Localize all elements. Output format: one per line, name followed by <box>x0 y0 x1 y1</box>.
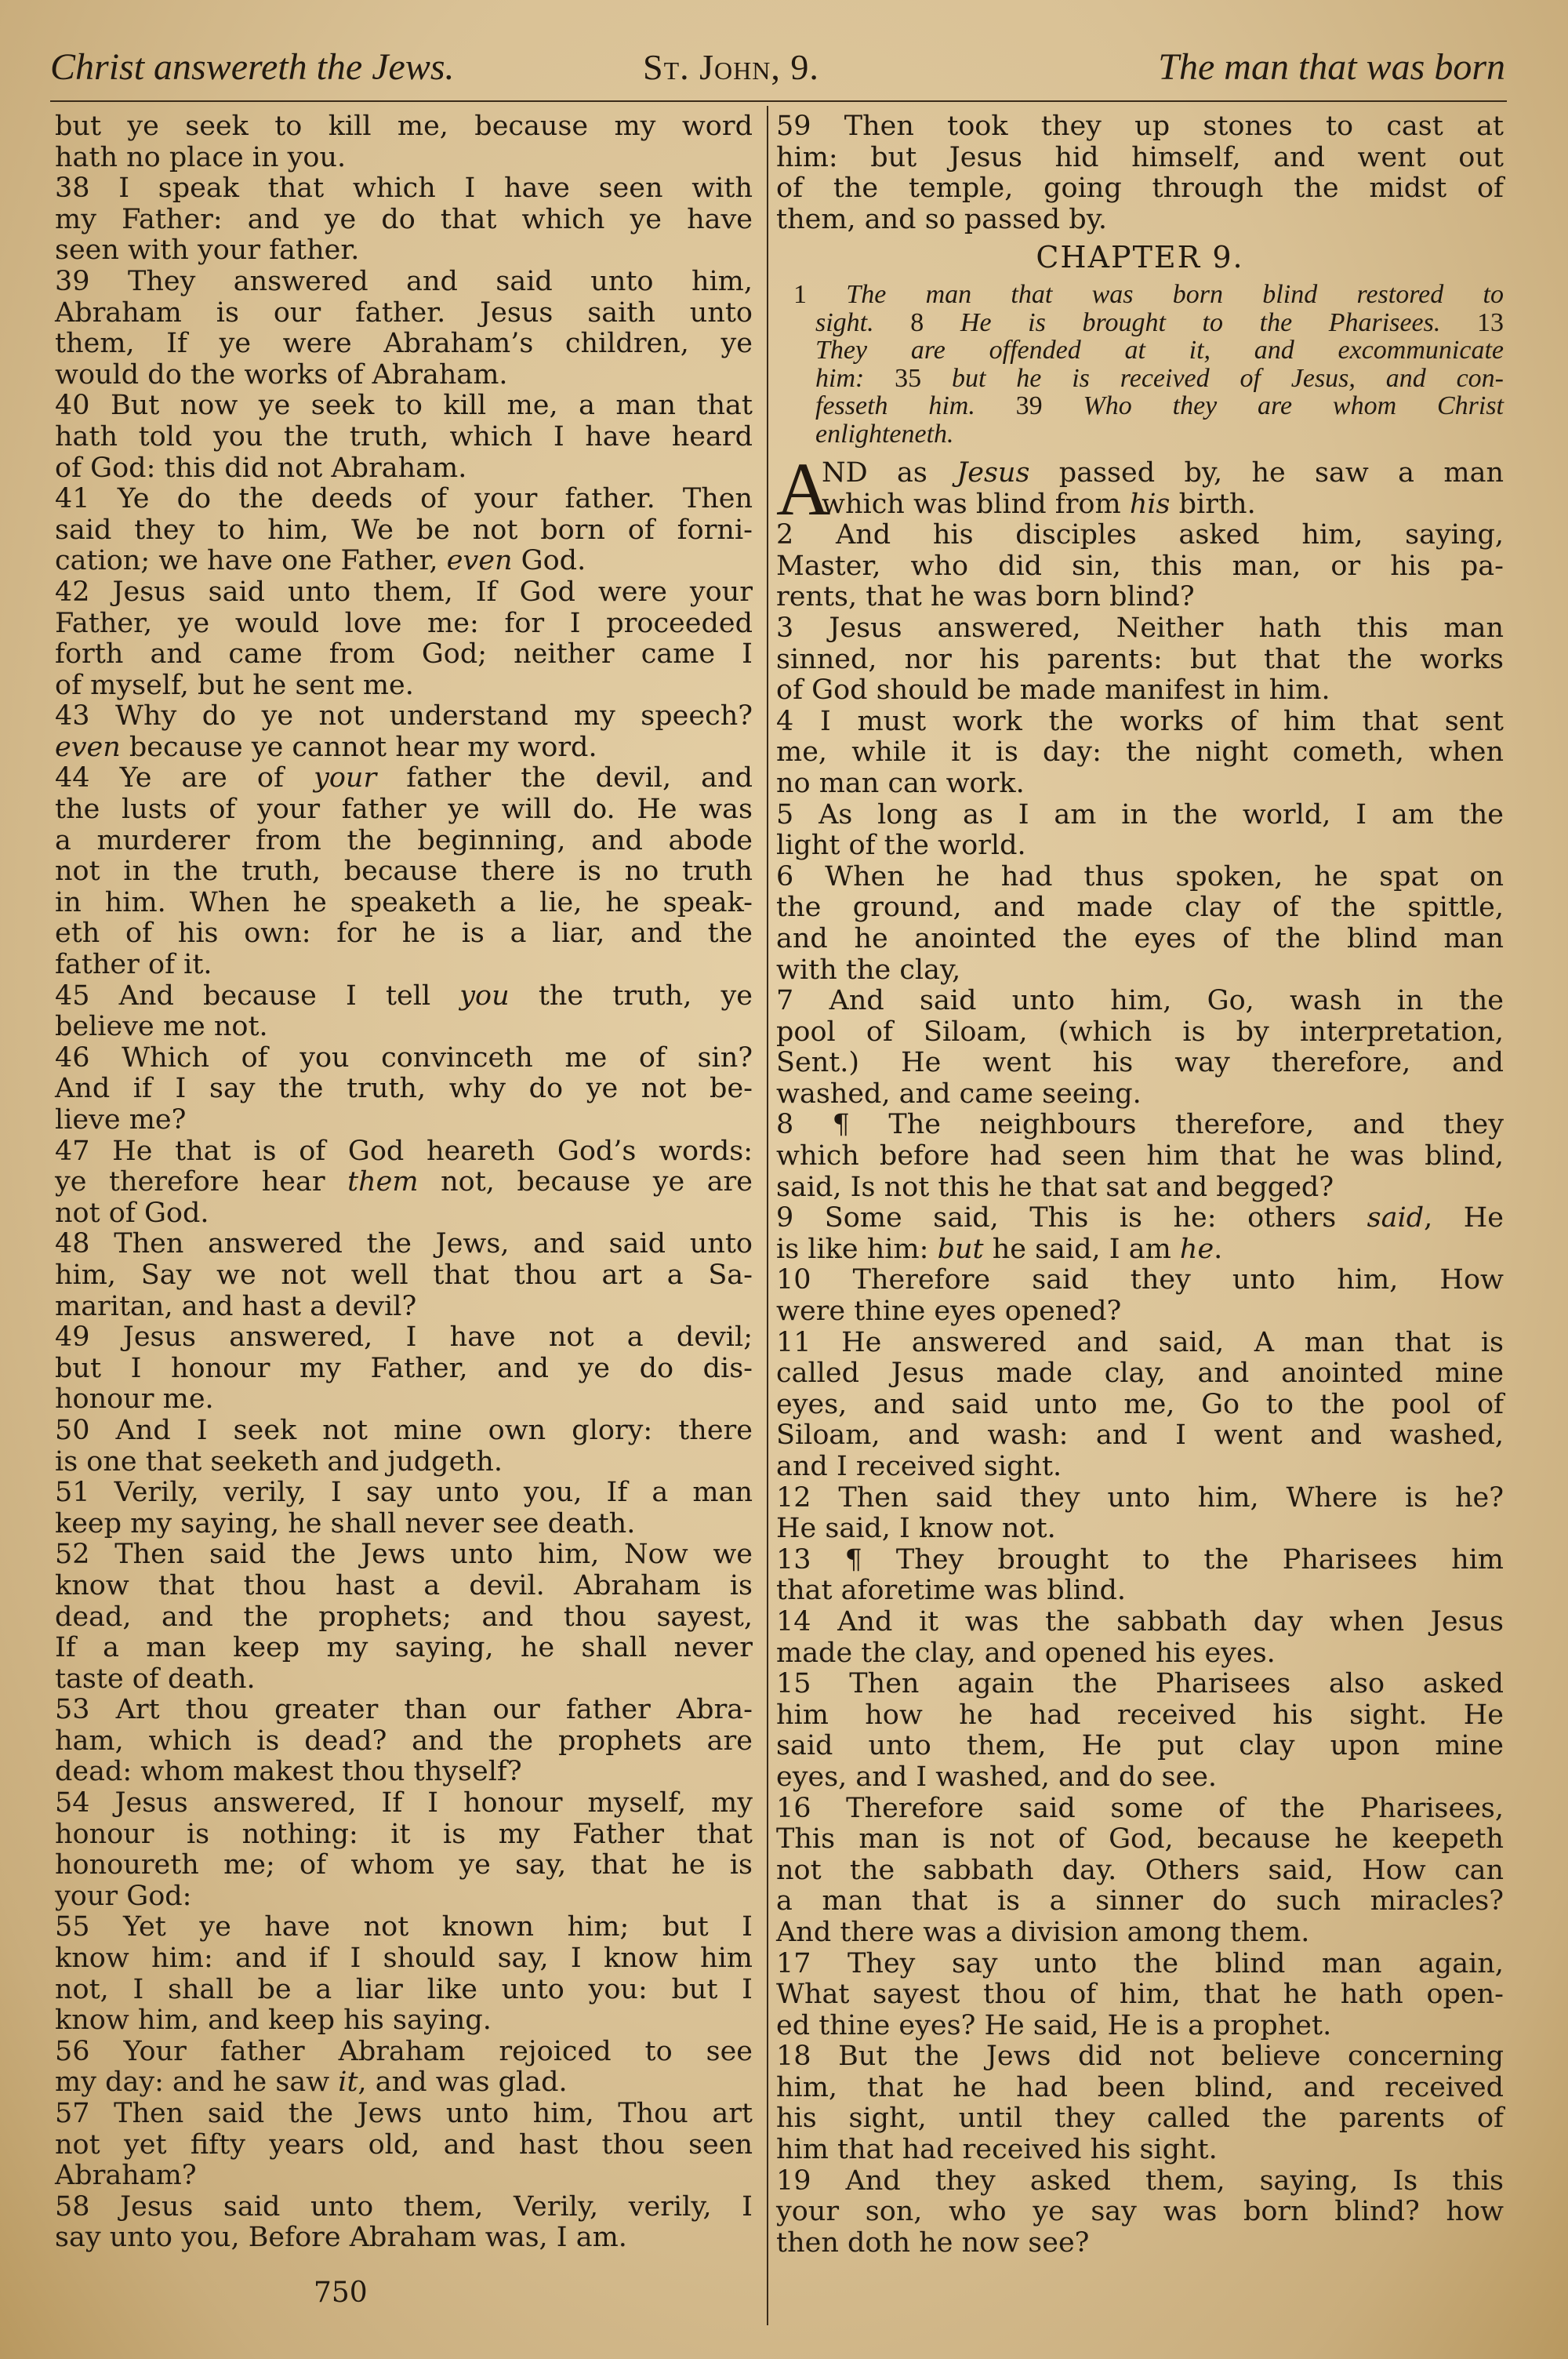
italic-word: you <box>459 980 510 1012</box>
right-column-top <box>776 111 1504 235</box>
text-line: 19 And they asked them, saying, Is this <box>776 2165 1504 2197</box>
text-line: him: but Jesus hid himself, and went out <box>776 141 1504 173</box>
italic-word: but <box>937 1233 984 1265</box>
text-line <box>55 546 753 577</box>
text-line: but ye seek to kill me, because my word <box>55 111 753 142</box>
text-line: This man is not of God, because he keepeth <box>776 1823 1504 1856</box>
text-line: not of God. <box>55 1197 209 1229</box>
text-line: the ground, and made clay of the spittle, <box>776 892 1504 924</box>
italic-word: your <box>314 762 377 794</box>
verse-number: 13 <box>1477 307 1504 337</box>
text-line: 18 But the Jews did not believe concerning <box>776 2041 1504 2073</box>
text-line: 51 Verily, verily, I say unto you, If a man <box>55 1477 753 1509</box>
text-line: dead: whom makest thou thyself? <box>55 1756 522 1788</box>
text-run: He is brought to the Pharisees. <box>960 307 1478 337</box>
verse-number: 39 <box>1015 391 1083 420</box>
italic-word: even <box>446 545 513 577</box>
text-line: of the temple, going through the midst of <box>776 173 1504 205</box>
column-divider <box>767 106 768 2325</box>
text-line: 46 Which of you convinceth me of sin? <box>55 1041 753 1074</box>
text-line: called Jesus made clay, and anointed mine <box>776 1358 1504 1390</box>
text-line: rents, that he was born blind? <box>776 581 1195 613</box>
running-head-right: The man that was born <box>1158 46 1505 88</box>
text-line: And if I say the truth, why do ye not be- <box>55 1073 753 1105</box>
text-line: 47 He that is of God heareth God’s words: <box>55 1135 753 1167</box>
text-line: of God should be made manifest in him. <box>776 674 1330 707</box>
text-line <box>793 281 1504 309</box>
text-line: 14 And it was the sabbath day when Jesus <box>776 1605 1504 1637</box>
text-line: 53 Art thou greater than our father Abra- <box>55 1694 753 1726</box>
right-column-main <box>776 447 1504 2259</box>
text-line: of myself, but he sent me. <box>55 669 414 701</box>
text-line: said they to him, We be not born of forni- <box>55 514 753 546</box>
text-line: lieve me? <box>55 1104 187 1136</box>
text-line: 12 Then said they unto him, Where is he? <box>776 1481 1504 1514</box>
text-line: Siloam, and wash: and I went and washed, <box>776 1419 1504 1452</box>
text-line: a murderer from the beginning, and abode <box>55 824 753 856</box>
text-line: then doth he now see? <box>776 2226 1090 2259</box>
text-line: and he anointed the eyes of the blind man <box>776 922 1504 954</box>
text-run: not, because ye are <box>418 1166 753 1198</box>
text-line: not, I shall be a liar like unto you: but I <box>55 1973 753 2005</box>
text-run: which was blind from <box>822 488 1130 520</box>
left-column <box>55 111 753 2254</box>
text-line: 56 Your father Abraham rejoiced to see <box>55 2035 753 2067</box>
text-line: pool of Siloam, (which is by interpretation, <box>776 1016 1504 1048</box>
text-line: say unto you, Before Abraham was, I am. <box>55 2222 627 2254</box>
text-run: . <box>1214 1233 1223 1265</box>
text-line: Abraham is our father. Jesus saith unto <box>55 296 753 329</box>
text-line: If a man keep my saying, he shall never <box>55 1632 753 1664</box>
italic-word: said <box>1367 1202 1425 1234</box>
page-number: 750 <box>314 2277 368 2309</box>
text-line: him how he had received his sight. He <box>776 1699 1504 1731</box>
text-run: ND as <box>822 457 957 489</box>
text-line: that aforetime was blind. <box>776 1575 1127 1607</box>
text-run: , and was glad. <box>358 2066 568 2099</box>
text-line: would do the works of Abraham. <box>55 358 508 391</box>
text-line: 7 And said unto him, Go, wash in the <box>776 985 1504 1017</box>
text-line: eth of his own: for he is a liar, and the <box>55 918 753 950</box>
text-line: which before had seen him that he was blind, <box>776 1140 1504 1172</box>
text-line: my Father: and ye do that which ye have <box>55 203 753 235</box>
text-line: ham, which is dead? and the prophets are <box>55 1725 753 1757</box>
drop-cap: A <box>776 447 831 531</box>
text-line: enlighteneth. <box>815 419 954 449</box>
text-line: and I received sight. <box>776 1451 1062 1482</box>
text-line: dead, and the prophets; and thou sayest, <box>55 1601 753 1633</box>
text-line: seen with your father. <box>55 234 360 267</box>
text-line <box>55 1167 753 1198</box>
text-line: his sight, until they called the parents of <box>776 2103 1504 2135</box>
text-line: 11 He answered and said, A man that is <box>776 1326 1504 1358</box>
text-line: eyes, and I washed, and do see. <box>776 1761 1218 1793</box>
text-line <box>776 1234 1504 1266</box>
text-line <box>793 309 1504 337</box>
chapter-summary <box>793 281 1504 448</box>
text-line: believe me not. <box>55 1011 268 1043</box>
text-line: hath told you the truth, which I have heard <box>55 420 753 453</box>
text-line: your son, who ye say was born blind? how <box>776 2196 1504 2228</box>
text-line: Father, ye would love me: for I proceeded <box>55 607 753 639</box>
text-run: my day: and he saw <box>55 2066 339 2099</box>
text-line: 42 Jesus said unto them, If God were your <box>55 576 753 608</box>
italic-word: even <box>55 731 121 763</box>
text-line: the lusts of your father ye will do. He was <box>55 794 753 826</box>
text-line <box>822 458 1504 489</box>
text-line: with the clay, <box>776 954 961 986</box>
text-run: 9 Some said, This is he: others <box>776 1202 1367 1234</box>
text-line: And there was a division among them. <box>776 1916 1310 1948</box>
text-line: He said, I know not. <box>776 1513 1056 1545</box>
text-line: were thine eyes opened? <box>776 1296 1122 1328</box>
text-line: him, that he had been blind, and received <box>776 2071 1504 2103</box>
text-line: 16 Therefore said some of the Pharisees, <box>776 1792 1504 1824</box>
text-run: cation; we have one Father, <box>55 545 447 577</box>
chapter-heading: CHAPTER 9. <box>1036 240 1244 274</box>
text-run: he said, I am <box>983 1233 1180 1265</box>
text-line: said, Is not this he that sat and begged? <box>776 1171 1334 1203</box>
running-head-book-chapter: St. John, 9. <box>643 47 819 87</box>
text-line: keep my saying, he shall never see death. <box>55 1507 636 1539</box>
text-line: 49 Jesus answered, I have not a devil; <box>55 1321 753 1354</box>
text-line: him that had received his sight. <box>776 2134 1218 2166</box>
text-line: not yet fifty years old, and hast thou seen <box>55 2128 753 2161</box>
text-line: a man that is a sinner do such miracles? <box>776 1885 1504 1917</box>
text-line: Abraham? <box>55 2160 197 2192</box>
text-line: is one that seeketh and judgeth. <box>55 1445 503 1478</box>
text-line: 43 Why do ye not understand my speech? <box>55 700 753 732</box>
text-line: 5 As long as I am in the world, I am the <box>776 798 1504 831</box>
text-line: honour me. <box>55 1383 214 1416</box>
text-line: 48 Then answered the Jews, and said unto <box>55 1228 753 1260</box>
text-line <box>55 2067 753 2099</box>
text-line: them, and so passed by. <box>776 203 1107 235</box>
text-line <box>55 981 753 1012</box>
text-line: ed thine eyes? He said, He is a prophet. <box>776 2009 1332 2041</box>
text-line: Master, who did sin, this man, or his pa- <box>776 550 1504 582</box>
text-line <box>55 732 753 764</box>
text-line: honour is nothing: it is my Father that <box>55 1818 753 1850</box>
text-line: 8 ¶ The neighbours therefore, and they <box>776 1109 1504 1141</box>
text-line: 15 Then again the Pharisees also asked <box>776 1668 1504 1700</box>
text-line: light of the world. <box>776 830 1026 862</box>
verse-number: 8 <box>910 307 960 337</box>
text-line <box>793 365 1504 393</box>
text-line: 54 Jesus answered, If I honour myself, my <box>55 1787 753 1819</box>
text-line: What sayest thou of him, that he hath open- <box>776 1979 1504 2011</box>
text-run: God. <box>512 545 586 577</box>
text-line: 55 Yet ye have not known him; but I <box>55 1911 753 1943</box>
text-line: 57 Then said the Jews unto him, Thou art <box>55 2098 753 2129</box>
text-run: him: <box>815 363 895 393</box>
text-line: made the clay, and opened his eyes. <box>776 1637 1276 1669</box>
text-line: father of it. <box>55 949 212 981</box>
text-line: They are offended at it, and excommunicate <box>815 336 1504 365</box>
text-run: fesseth him. <box>815 391 1016 420</box>
text-run: passed by, he saw a man <box>1029 457 1504 489</box>
text-line: forth and came from God; neither came I <box>55 638 753 671</box>
text-line: 41 Ye do the deeds of your father. Then <box>55 483 753 515</box>
verse-number: 1 <box>793 280 847 309</box>
text-line <box>776 1203 1504 1234</box>
text-line: him, Say we not well that thou art a Sa- <box>55 1259 753 1291</box>
text-line: know him, and keep his saying. <box>55 2005 492 2037</box>
text-run: ye therefore hear <box>55 1166 348 1198</box>
text-run: sight. <box>815 307 911 337</box>
text-line: but I honour my Father, and ye do dis- <box>55 1352 753 1384</box>
text-line: Sent.) He went his way therefore, and <box>776 1047 1504 1079</box>
text-line: sinned, nor his parents: but that the works <box>776 643 1504 675</box>
text-line: maritan, and hast a devil? <box>55 1290 417 1322</box>
text-run: birth. <box>1170 488 1256 520</box>
text-line <box>793 392 1504 420</box>
text-line: know him: and if I should say, I know him <box>55 1943 753 1975</box>
italic-word: it <box>338 2066 358 2099</box>
text-line: 40 But now ye seek to kill me, a man that <box>55 390 753 422</box>
text-line: 58 Jesus said unto them, Verily, verily, I <box>55 2190 753 2223</box>
text-line: 6 When he had thus spoken, he spat on <box>776 860 1504 892</box>
italic-word: his <box>1129 488 1171 520</box>
text-line: 38 I speak that which I have seen with <box>55 173 753 205</box>
text-run: Who they are whom Christ <box>1083 391 1504 420</box>
text-line: 59 Then took they up stones to cast at <box>776 111 1504 142</box>
text-line: honoureth me; of whom ye say, that he is <box>55 1849 753 1881</box>
text-line: 17 They say unto the blind man again, <box>776 1947 1504 1979</box>
text-run: but he is received of Jesus, and con- <box>952 363 1504 393</box>
text-line: no man can work. <box>776 767 1025 799</box>
italic-word: Jesus <box>956 457 1030 489</box>
text-line: your God: <box>55 1880 192 1912</box>
text-line: 2 And his disciples asked him, saying, <box>776 519 1504 551</box>
text-line: 39 They answered and said unto him, <box>55 265 753 297</box>
text-line <box>822 489 1504 521</box>
text-line: 3 Jesus answered, Neither hath this man <box>776 612 1504 644</box>
italic-word: them <box>347 1166 419 1198</box>
text-line: 4 I must work the works of him that sent <box>776 705 1504 737</box>
text-line: hath no place in you. <box>55 141 347 173</box>
text-line: them, If ye were Abraham’s children, ye <box>55 328 753 360</box>
text-run: 45 And because I tell <box>55 980 460 1012</box>
text-line: not in the truth, because there is no truth <box>55 856 753 888</box>
text-run: , He <box>1424 1202 1504 1234</box>
text-line: know that thou hast a devil. Abraham is <box>55 1569 753 1601</box>
text-run: The man that was born blind restored to <box>846 280 1504 309</box>
verse-number: 35 <box>895 363 953 393</box>
text-line: 50 And I seek not mine own glory: there <box>55 1414 753 1446</box>
text-line <box>55 763 753 794</box>
text-line: not the sabbath day. Others said, How can <box>776 1854 1504 1886</box>
text-line: 10 Therefore said they unto him, How <box>776 1264 1504 1296</box>
text-line: me, while it is day: the night cometh, when <box>776 736 1504 769</box>
text-run: the truth, ye <box>509 980 753 1012</box>
text-run: 44 Ye are of <box>55 762 314 794</box>
italic-word: he <box>1179 1233 1214 1265</box>
text-line: eyes, and said unto me, Go to the pool of <box>776 1388 1504 1420</box>
text-run: is like him: <box>776 1233 938 1265</box>
text-line: in him. When he speaketh a lie, he speak- <box>55 886 753 918</box>
header-rule <box>50 100 1507 102</box>
text-line: of God: this did not Abraham. <box>55 452 467 484</box>
text-line: washed, and came seeing. <box>776 1078 1142 1110</box>
text-line: taste of death. <box>55 1663 256 1695</box>
text-line: said unto them, He put clay upon mine <box>776 1730 1504 1762</box>
running-head-left: Christ answereth the Jews. <box>50 46 455 88</box>
text-run: father the devil, and <box>376 762 753 794</box>
text-line: 13 ¶ They brought to the Pharisees him <box>776 1543 1504 1576</box>
text-line: 52 Then said the Jews unto him, Now we <box>55 1539 753 1571</box>
text-run: because ye cannot hear my word. <box>120 731 597 763</box>
